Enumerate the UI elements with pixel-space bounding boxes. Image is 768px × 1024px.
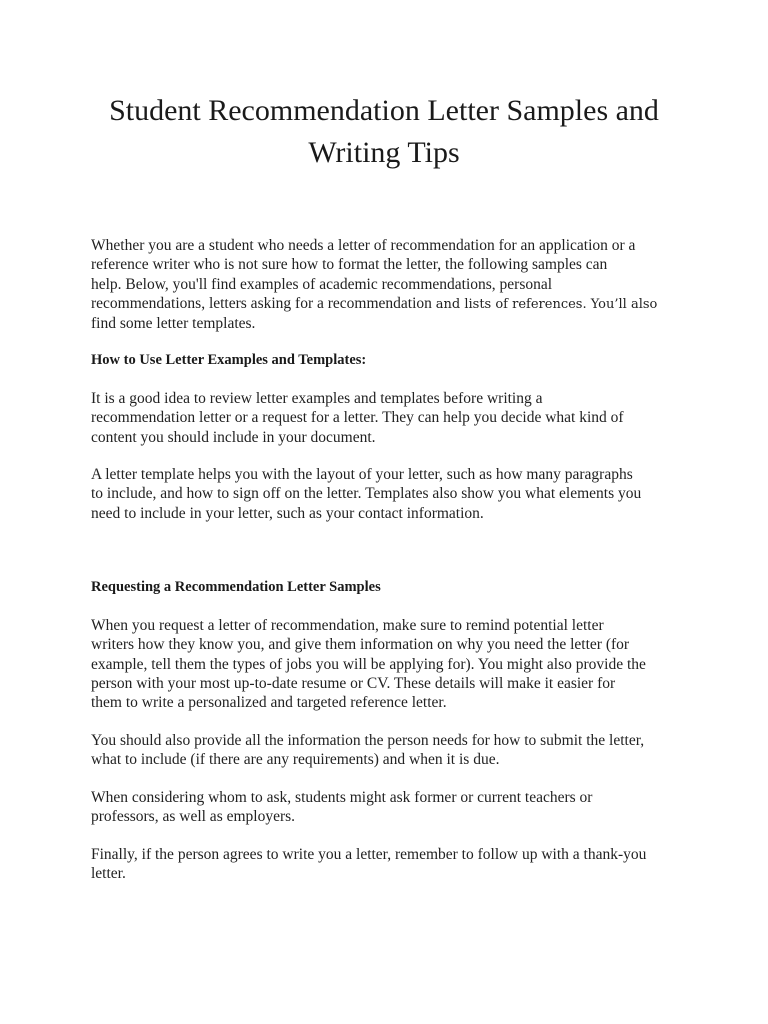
finally-paragraph (91, 845, 691, 884)
heading-how-to-use: How to Use Letter Examples and Templates: (91, 352, 367, 368)
intro-line-1: Whether you are a student who needs a letter of recommendation for an application or a (91, 237, 636, 254)
intro-paragraph (91, 236, 691, 333)
template-line-3: need to include in your letter, such as your contact information. (91, 504, 484, 522)
intro-line-3: help. Below, you'll find examples of academic recommendations, personal (91, 275, 553, 293)
page-title (60, 90, 708, 174)
review-line-3: content you should include in your document. (91, 428, 376, 446)
intro-line-4a: recommendations, letters asking for a recommendation (91, 294, 436, 312)
title-line-2: Writing Tips (308, 136, 460, 169)
review-paragraph (91, 389, 691, 447)
title-line-1: Student Recommendation Letter Samples and (109, 94, 659, 127)
review-line-1: It is a good idea to review letter examples and templates before writing a (91, 390, 543, 407)
finally-line-1: Finally, if the person agrees to write you a letter, remember to follow up with a thank-you (91, 846, 647, 863)
request-line-4: person with your most up-to-date resume or CV. These details will make it easier for (91, 674, 616, 692)
review-line-2: recommendation letter or a request for a letter. They can help you decide what kind of (91, 409, 624, 427)
provide-line-1: You should also provide all the information the person needs for how to submit the letter, (91, 732, 645, 749)
template-line-1: A letter template helps you with the layout of your letter, such as how many paragraphs (91, 466, 633, 483)
intro-line-2: reference writer who is not sure how to format the letter, the following samples can (91, 256, 608, 274)
request-line-2: writers how they know you, and give them information on why you need the letter (for (91, 636, 630, 654)
heading-requesting: Requesting a Recommendation Letter Samples (91, 579, 381, 595)
whom-line-2: professors, as well as employers. (91, 808, 296, 826)
intro-line-4b: and lists of references. You’ll also (435, 296, 658, 312)
whom-line-1: When considering whom to ask, students might ask former or current teachers or (91, 789, 593, 806)
finally-line-2: letter. (91, 865, 126, 883)
request-line-1: When you request a letter of recommendation, make sure to remind potential letter (91, 617, 604, 634)
request-paragraph (91, 616, 691, 712)
intro-line-5: find some letter templates. (91, 315, 256, 333)
whom-paragraph (91, 788, 691, 827)
template-line-2: to include, and how to sign off on the letter. Templates also show you what elements you (91, 485, 642, 503)
provide-line-2: what to include (if there are any requirements) and when it is due. (91, 751, 500, 769)
request-line-5: them to write a personalized and targeted reference letter. (91, 694, 447, 712)
template-paragraph (91, 465, 691, 523)
request-line-3: example, tell them the types of jobs you will be applying for). You might also provide the (91, 655, 646, 673)
provide-paragraph (91, 731, 691, 770)
